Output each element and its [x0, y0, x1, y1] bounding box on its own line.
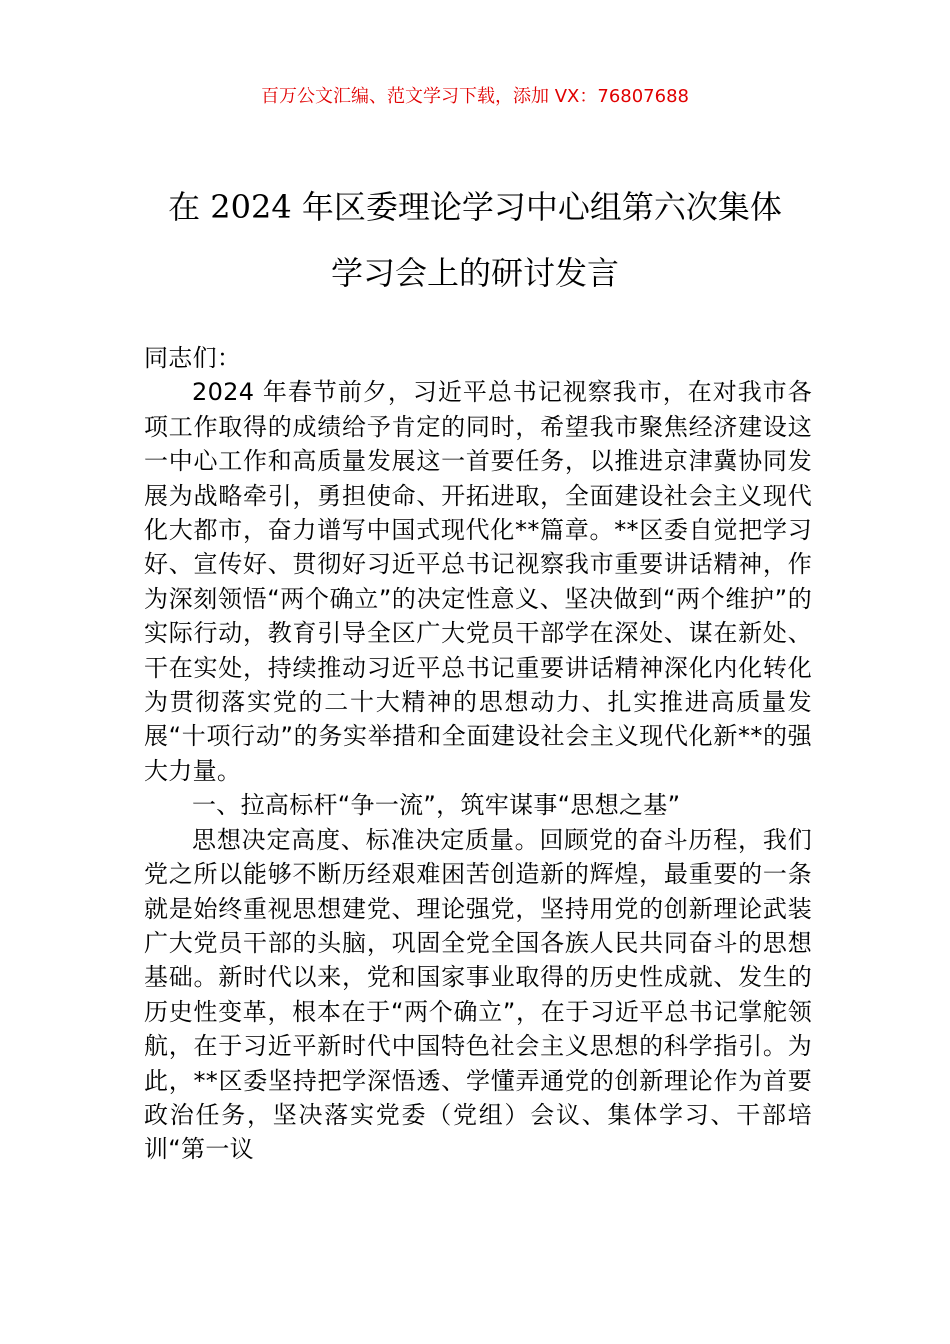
document-title [100, 174, 850, 306]
title-line-1: 在 2024 年区委理论学习中心组第六次集体 [168, 188, 782, 226]
salutation: 同志们： [144, 344, 242, 372]
title-line-2: 学习会上的研讨发言 [330, 254, 619, 292]
paragraph: 思想决定高度、标准决定质量。回顾党的奋斗历程，我们党之所以能够不断历经艰难困苦创造新的辉煌，最重要的一条就是始终重视思想建党、理论强党，坚持用党的创新理论武装广大党员干部的头脑，巩固全党全国各族人民共同奋斗的思想基础。新时代以来，党和国家事业取得的历史性成就、发生的历史性变革，根本在于“两个确立”，在于习近平总书记掌舵领航，在于习近平新时代中国特色社会主义思想的科学指引。为此，**区委坚持把学深悟透、学懂弄通党的创新理论作为首要政治任务，坚决落实党委（党组）会议、集体学习、干部培训“第一议 [144, 825, 812, 1164]
paragraph: 2024 年春节前夕，习近平总书记视察我市，在对我市各项工作取得的成绩给予肯定的同时，希望我市聚焦经济建设这一中心工作和高质量发展这一首要任务，以推进京津冀协同发展为战略牵引，勇担使命、开拓进取，全面建设社会主义现代化大都市，奋力谱写中国式现代化**篇章。**区委自觉把学习好、宣传好、贯彻好习近平总书记视察我市重要讲话精神，作为深刻领悟“两个确立”的决定性意义、坚决做到“两个维护”的实际行动，教育引导全区广大党员干部学在深处、谋在新处、干在实处，持续推动习近平总书记重要讲话精神深化内化转化为贯彻落实党的二十大精神的思想动力、扎实推进高质量发展“十项行动”的务实举措和全面建设社会主义现代化新**的强大力量。 [144, 378, 812, 785]
header-note: 百万公文汇编、范文学习下载，添加 VX：76807688 [261, 86, 689, 107]
section-heading: 一、拉高标杆“争一流”，筑牢谋事“思想之基” [192, 791, 681, 820]
document-body [144, 341, 812, 1167]
